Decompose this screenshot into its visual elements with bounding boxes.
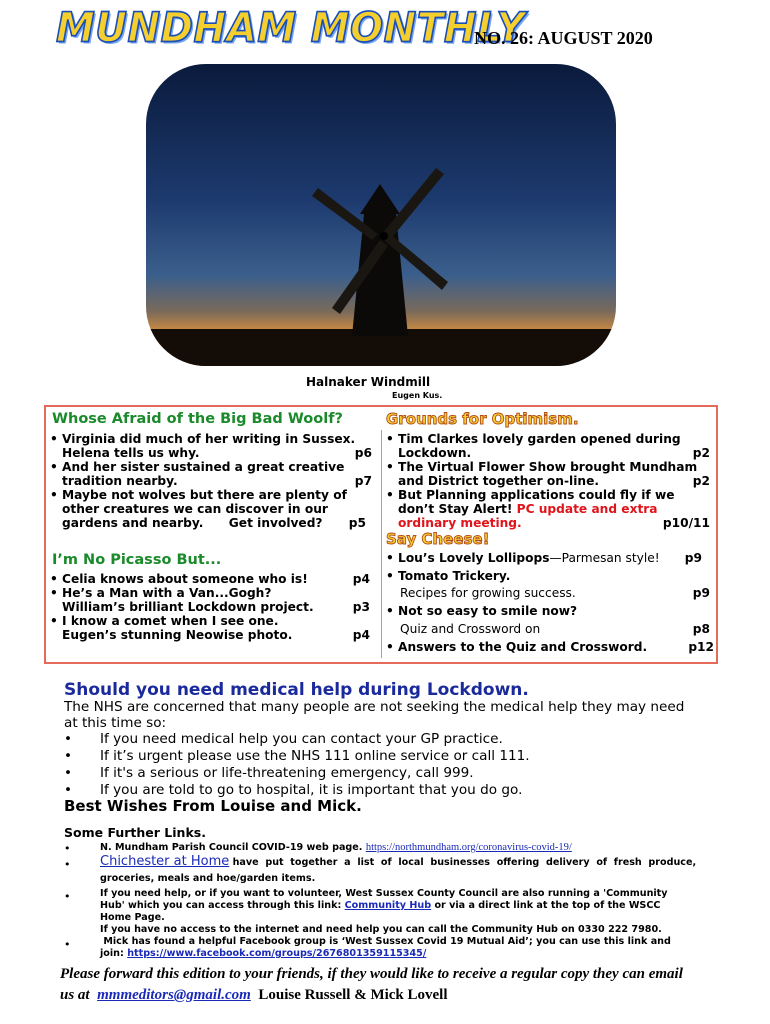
link-item-wscc: If you need help, or if you want to volunteer, West Sussex County Council are also running a 'Community bbox=[100, 888, 668, 899]
pc-update-note: PC update and extra bbox=[516, 502, 658, 516]
contents-item: • But Planning applications could fly if we bbox=[386, 488, 675, 502]
link-item-parish: N. Mundham Parish Council COVID-19 web page. https://northmundham.org/coronavirus-covid-19/ bbox=[100, 842, 572, 853]
section-heading-picasso: I’m No Picasso But... bbox=[52, 552, 222, 568]
link-item-line: If you have no access to the internet and need help you can call the Community Hub on 0330 222 7980. bbox=[100, 924, 662, 935]
page-ref: p5 bbox=[348, 516, 366, 530]
contents-item: • Answers to the Quiz and Crossword. bbox=[386, 640, 648, 654]
contents-left-column bbox=[50, 412, 372, 652]
contents-item: • Not so easy to smile now? bbox=[386, 604, 578, 618]
contents-item-line: Recipes for growing success. bbox=[400, 586, 576, 600]
chichester-at-home-link[interactable]: Chichester at Home bbox=[100, 854, 230, 869]
contents-item: • Tim Clarkes lovely garden opened during bbox=[386, 432, 681, 446]
link-item-facebook: Mick has found a helpful Facebook group is ‘West Sussex Covid 19 Mutual Aid’; you can use this link and bbox=[100, 936, 671, 947]
contents-item: • The Virtual Flower Show brought Mundham bbox=[386, 460, 698, 474]
contents-item: • And her sister sustained a great creative bbox=[50, 460, 345, 474]
link-item-line: Hub' which you can access through this link: Community Hub or via a direct link at the top of the WSCC bbox=[100, 900, 661, 911]
footer-forward-text: Please forward this edition to your friends, if they would like to receive a regular copy they can email bbox=[60, 966, 683, 982]
page-ref: p2 bbox=[692, 446, 710, 460]
contents-item: • He’s a Man with a Van...Gogh? bbox=[50, 586, 272, 600]
medical-bullet-text: If it’s urgent please use the NHS 111 online service or call 111. bbox=[100, 748, 530, 764]
photo-caption: Halnaker Windmill bbox=[306, 375, 431, 389]
page-ref: p9 bbox=[684, 551, 702, 565]
page-ref: p7 bbox=[354, 474, 372, 488]
page-ref: p9 bbox=[692, 586, 710, 600]
contents-item-line: William’s brilliant Lockdown project. bbox=[62, 600, 314, 614]
medical-bullet: • bbox=[64, 731, 73, 747]
page-ref: p2 bbox=[692, 474, 710, 488]
contents-item-line: gardens and nearby. Get involved? bbox=[62, 516, 323, 530]
footer-contact-line: us at mmmeditors@gmail.com Louise Russell & Mick Lovell bbox=[60, 987, 448, 1003]
editors-email-link[interactable]: mmmeditors@gmail.com bbox=[97, 987, 251, 1003]
best-wishes: Best Wishes From Louise and Mick. bbox=[64, 797, 362, 815]
page-ref: p8 bbox=[692, 622, 710, 636]
contents-item: • Lou’s Lovely Lollipops—Parmesan style! bbox=[386, 551, 660, 565]
windmill-photo-image bbox=[146, 64, 616, 366]
contents-right-column bbox=[386, 412, 712, 658]
contents-item-line: tradition nearby. bbox=[62, 474, 178, 488]
link-bullet: • bbox=[64, 938, 71, 951]
contents-item: • Maybe not wolves but there are plenty of bbox=[50, 488, 347, 502]
windmill-photo bbox=[146, 64, 616, 366]
contents-item: • I know a comet when I see one. bbox=[50, 614, 279, 628]
contents-item: • Tomato Trickery. bbox=[386, 569, 511, 583]
parish-covid-link[interactable]: https://northmundham.org/coronavirus-covid-19/ bbox=[365, 842, 572, 853]
contents-item: • Celia knows about someone who is! bbox=[50, 572, 308, 586]
contents-item-line: don’t Stay Alert! PC update and extra bbox=[398, 502, 658, 516]
pc-update-note: ordinary meeting. bbox=[398, 516, 522, 530]
link-bullet: • bbox=[64, 842, 71, 855]
medical-bullet-text: If you need medical help you can contact your GP practice. bbox=[100, 731, 503, 747]
photo-credit: Eugen Kus. bbox=[392, 391, 443, 400]
medical-bullet-text: If it's a serious or life-threatening emergency, call 999. bbox=[100, 765, 474, 781]
page-ref: p12 bbox=[688, 640, 714, 654]
contents-item-line: Helena tells us why. bbox=[62, 446, 200, 460]
contents-item-line: other creatures we can discover in our bbox=[62, 502, 328, 516]
community-hub-link[interactable]: Community Hub bbox=[344, 900, 432, 911]
contents-item-line: and District together on-line. bbox=[398, 474, 599, 488]
link-item-line: join: https://www.facebook.com/groups/2676801359115345/ bbox=[100, 948, 427, 959]
link-bullet: • bbox=[64, 858, 71, 871]
medical-bullet: • bbox=[64, 765, 73, 781]
medical-bullet: • bbox=[64, 782, 73, 798]
medical-intro: at this time so: bbox=[64, 715, 167, 731]
signature: Louise Russell & Mick Lovell bbox=[258, 987, 448, 1003]
section-heading-cheese: Say Cheese! bbox=[386, 530, 490, 548]
page-ref: p4 bbox=[352, 572, 370, 586]
link-item-chichester: Chichester at Home have put together a list of local businesses offering delivery of fresh produce, bbox=[100, 854, 697, 869]
issue-number: NO. 26: AUGUST 2020 bbox=[474, 28, 653, 48]
contents-item-line: Quiz and Crossword on bbox=[400, 622, 541, 636]
contents-item-line: Lockdown. bbox=[398, 446, 472, 460]
section-heading-woolf: Whose Afraid of the Big Bad Woolf? bbox=[52, 411, 343, 427]
page-ref: p10/11 bbox=[662, 516, 710, 530]
page-ref: p4 bbox=[352, 628, 370, 642]
page-ref: p6 bbox=[354, 446, 372, 460]
medical-bullet-text: If you are told to go to hospital, it is important that you do go. bbox=[100, 782, 523, 798]
section-heading-optimism: Grounds for Optimism. bbox=[386, 410, 579, 428]
further-links-heading: Some Further Links. bbox=[64, 825, 206, 840]
medical-bullet: • bbox=[64, 748, 73, 764]
link-item-line: groceries, meals and hoe/garden items. bbox=[100, 873, 316, 884]
medical-heading: Should you need medical help during Lockdown. bbox=[64, 680, 529, 700]
link-item-line: Home Page. bbox=[100, 912, 165, 923]
link-bullet: • bbox=[64, 890, 71, 903]
contents-item-line: Eugen’s stunning Neowise photo. bbox=[62, 628, 293, 642]
contents-divider bbox=[381, 430, 382, 658]
contents-item: • Virginia did much of her writing in Sussex. bbox=[50, 432, 356, 446]
medical-intro: The NHS are concerned that many people are not seeking the medical help they may need bbox=[64, 699, 685, 715]
masthead-logo: MUNDHAM MONTHLY bbox=[56, 4, 526, 53]
facebook-group-link[interactable]: https://www.facebook.com/groups/2676801359115345/ bbox=[127, 948, 427, 959]
page-ref: p3 bbox=[352, 600, 370, 614]
